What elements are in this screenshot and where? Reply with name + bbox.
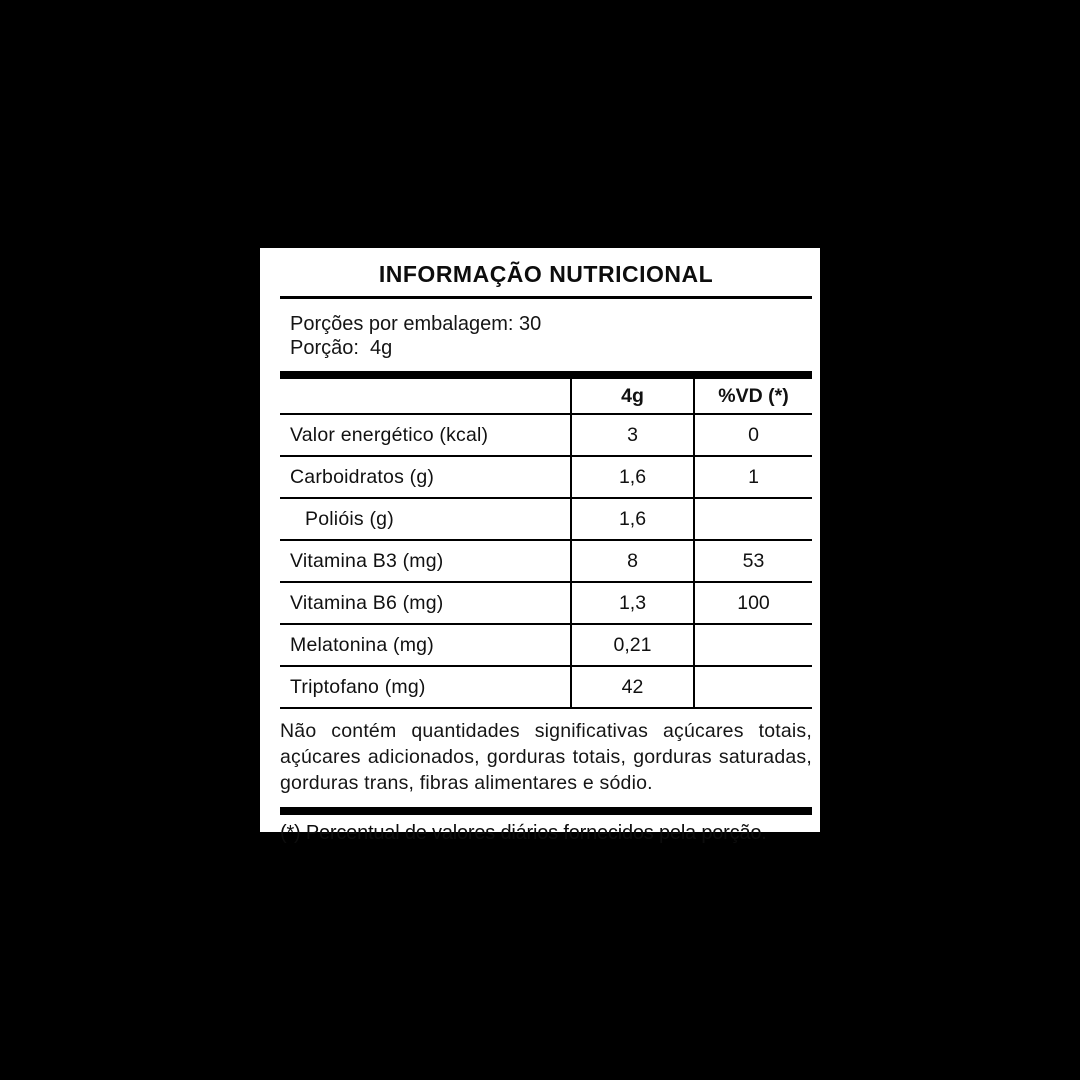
- row-dv: [693, 499, 812, 539]
- row-amount: 3: [570, 415, 693, 455]
- nutrition-table-body: [280, 415, 812, 709]
- row-dv: [693, 667, 812, 707]
- table-top-thick-rule: [280, 371, 812, 379]
- daily-value-footnote: (*) Percentual de valores diários fornecidos pela porção.: [280, 822, 767, 844]
- row-name: Melatonina (mg): [290, 633, 434, 656]
- row-name: Vitamina B6 (mg): [290, 591, 444, 614]
- row-amount: 1,3: [570, 583, 693, 623]
- row-amount: 42: [570, 667, 693, 707]
- serving-info: [280, 312, 812, 360]
- nutrition-table: [280, 379, 812, 709]
- row-dv: [693, 625, 812, 665]
- row-name: Valor energético (kcal): [290, 423, 489, 446]
- row-name: Triptofano (mg): [290, 675, 426, 698]
- table-row: [280, 667, 812, 709]
- row-amount: 8: [570, 541, 693, 581]
- nutrition-label-title: INFORMAÇÃO NUTRICIONAL: [378, 261, 714, 287]
- footnote-top-thick-rule: [280, 807, 812, 815]
- header-daily-value-column: %VD (*): [693, 379, 812, 413]
- no-significant-amounts-note: Não contém quantidades significativas açúcares totais, açúcares adicionados, gorduras totais, gorduras saturadas, gorduras trans, fibras alimentares e sódio.: [280, 720, 812, 794]
- row-dv: 0: [693, 415, 812, 455]
- serving-size: Porção: 4g: [290, 337, 393, 359]
- row-name: Vitamina B3 (mg): [290, 549, 444, 572]
- row-amount: 1,6: [570, 499, 693, 539]
- table-row: [280, 457, 812, 499]
- row-amount: 1,6: [570, 457, 693, 497]
- header-nutrient-column: [280, 379, 570, 413]
- row-name: Carboidratos (g): [290, 465, 435, 488]
- title-divider-rule: [280, 296, 812, 299]
- table-row: [280, 415, 812, 457]
- table-row: [280, 625, 812, 667]
- nutrition-label-panel: [260, 248, 820, 844]
- row-amount: 0,21: [570, 625, 693, 665]
- row-name: Polióis (g): [305, 507, 394, 530]
- table-row: [280, 583, 812, 625]
- table-row: [280, 499, 812, 541]
- table-header-row: [280, 379, 812, 415]
- servings-per-package: Porções por embalagem: 30: [290, 313, 542, 335]
- row-dv: 1: [693, 457, 812, 497]
- row-dv: 100: [693, 583, 812, 623]
- header-amount-column: 4g: [570, 379, 693, 413]
- table-row: [280, 541, 812, 583]
- row-dv: 53: [693, 541, 812, 581]
